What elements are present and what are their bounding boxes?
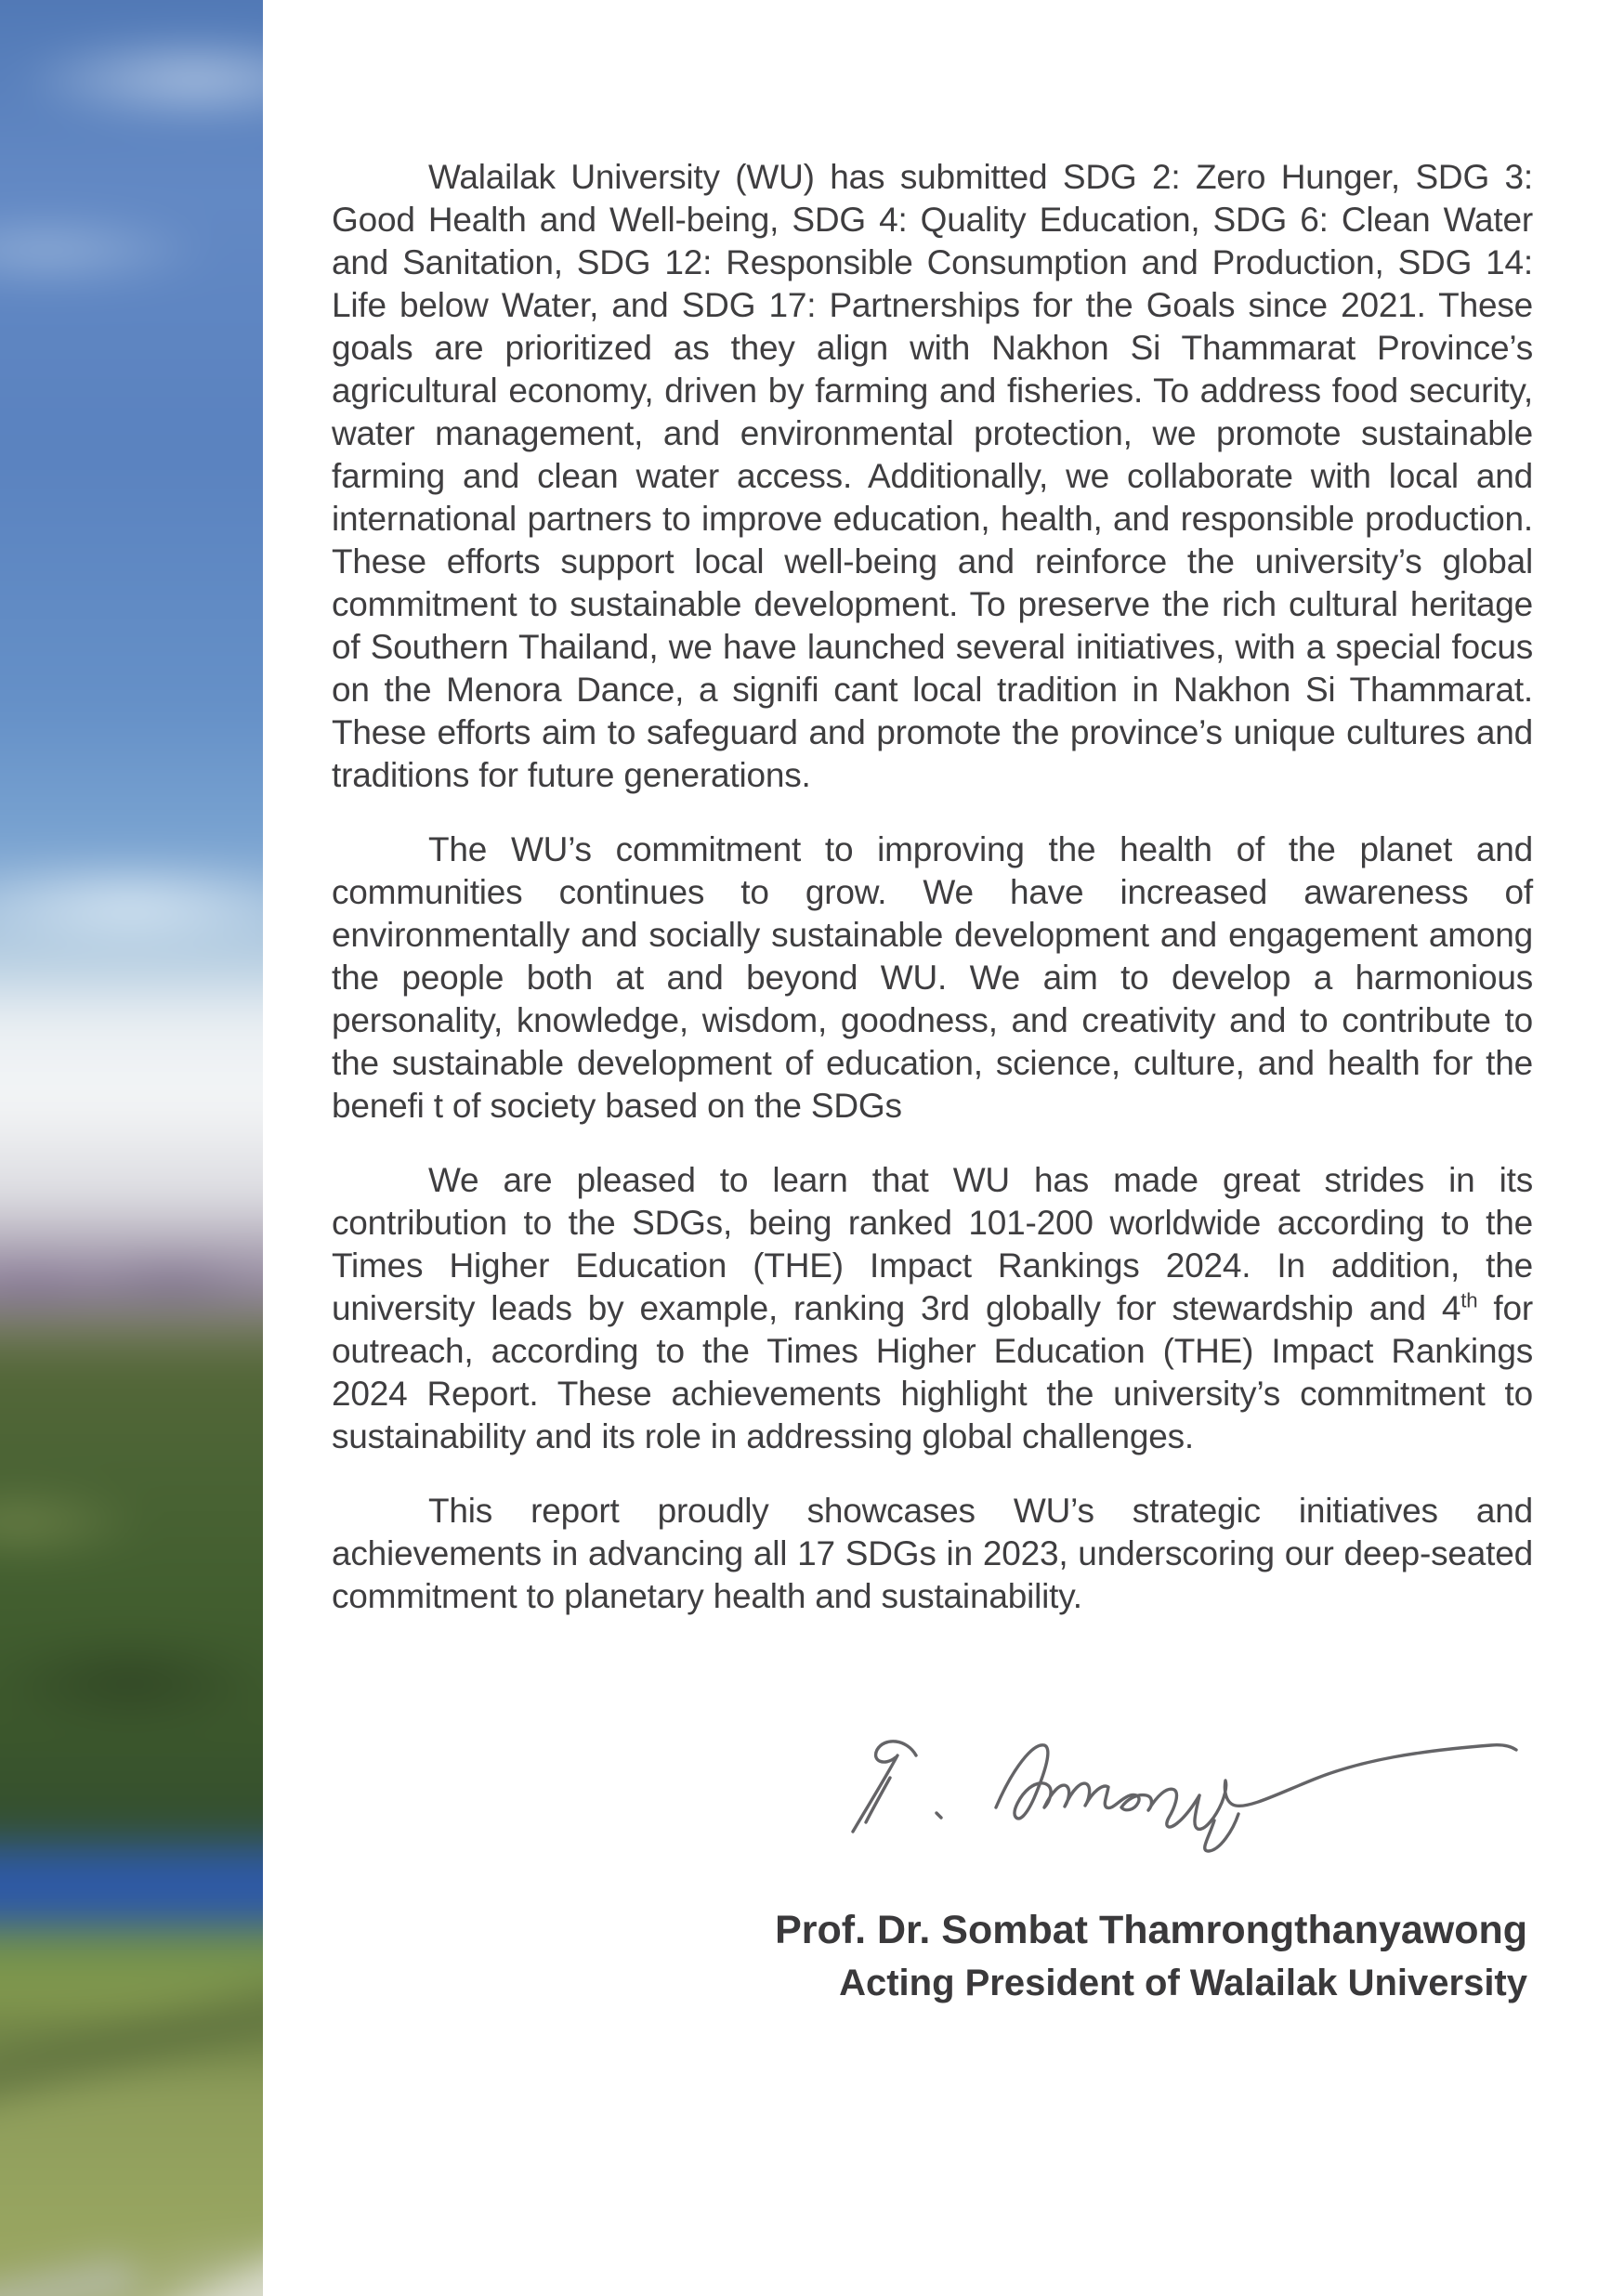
paragraph-3-text-cont: for outreach, according to the Times Higher Education (THE) Impact Rankings 2024 Report. These achievements highlight the university’s commitment to sustainability and its role in addressing global challenges. <box>332 1289 1533 1455</box>
paragraph-3 <box>332 1159 1533 1458</box>
ordinal-superscript: th <box>1460 1288 1478 1312</box>
campus-photo <box>0 0 263 2296</box>
signer-title: Acting President of Walailak University <box>839 1963 1527 2004</box>
paragraph-1: Walailak University (WU) has submitted SDG 2: Zero Hunger, SDG 3: Good Health and Well-being, SDG 4: Quality Education, SDG 6: Clean Water and Sanitation, SDG 12: Responsible Consumption and Production, SDG 14: Life below Water, and SDG 17: Partnerships for the Goals since 2021. These goals are prioritized as they align with Nakhon Si Thammarat Province’s agricultural economy, driven by farming and fisheries. To address food security, water management, and environmental protection, we promote sustainable farming and clean water access. Additionally, we collaborate with local and international partners to improve education, health, and responsible production. These efforts support local well-being and reinforce the university’s global commitment to sustainable development. To preserve the rich cultural heritage of Southern Thailand, we have launched several initiatives, with a special focus on the Menora Dance, a signifi cant local tradition in Nakhon Si Thammarat. These efforts aim to safeguard and promote the province’s unique cultures and traditions for future generations. <box>332 158 1533 794</box>
signature-block <box>332 1718 1533 2009</box>
campus-photo-blur-layer <box>0 0 263 2296</box>
paragraph-4: This report proudly showcases WU’s strategic initiatives and achievements in advancing all 17 SDGs in 2023, underscoring our deep-seated commitment to planetary health and sustainability. <box>332 1492 1533 1615</box>
signer-name: Prof. Dr. Sombat Thamrongthanyawong <box>775 1908 1527 1952</box>
signature-image <box>838 1718 1526 1858</box>
president-message <box>332 156 1533 2009</box>
paragraph-2: The WU’s commitment to improving the health of the planet and communities continues to grow. We have increased awareness of environmentally and socially sustainable development and engagement among the people both at and beyond WU. We aim to develop a harmonious personality, knowledge, wisdom, goodness, and creativity and to contribute to the sustainable development of education, science, culture, and health for the benefi t of society based on the SDGs <box>332 830 1533 1125</box>
campus-photo-gradient <box>0 0 263 2296</box>
paragraph-3-text: We are pleased to learn that WU has made great strides in its contribution to the SDGs, being ranked 101-200 worldwide according to the Times Higher Education (THE) Impact Rankings 2024. In addition, the university leads by example, ranking 3rd globally for stewardship and 4 <box>332 1161 1533 1327</box>
